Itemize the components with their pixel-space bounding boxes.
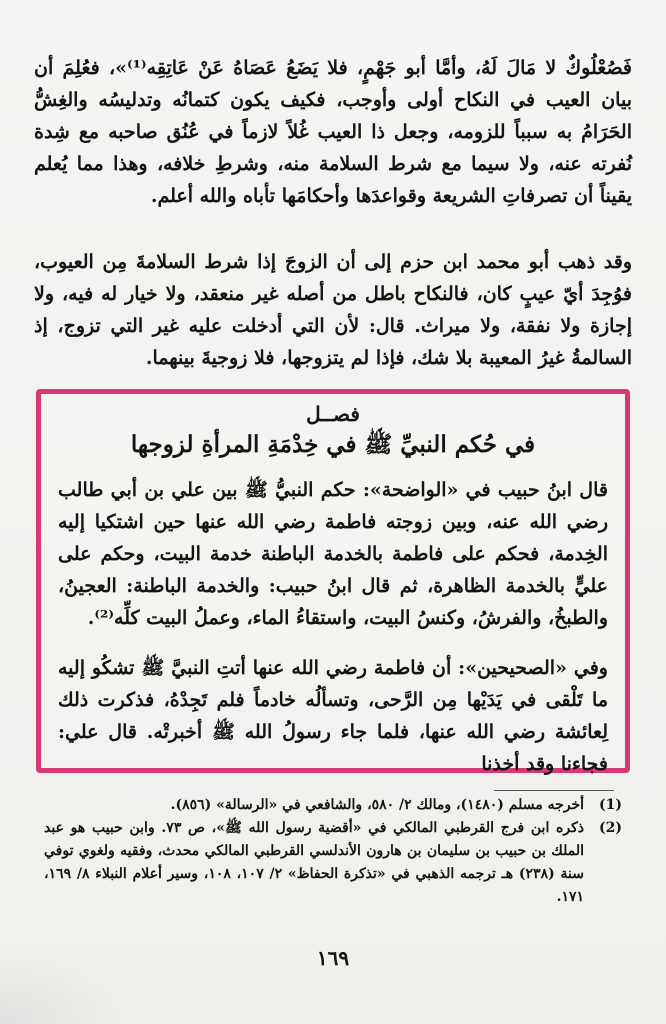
page-corner-shadow	[0, 944, 140, 1024]
paragraph-4: وفي «الصحيحين»: أن فاطمة رضي الله عنها أتتِ النبيَّ ﷺ تشكُو إليه ما تَلْقى في يَدَيْها مِن الرَّحى، وتسألُه خادماً فلم تَجِدْهُ، فذكرت ذلك لِعائشة رضي الله عنها، فلما جاء رسولُ الله ﷺ أخبرتْه. قال علي: فجاءنا وقد أخذنا	[58, 657, 608, 775]
footnote-number: (1)	[599, 797, 622, 813]
section-title: في حُكم النبيِّ ﷺ في خِدْمَةِ المرأةِ لزوجها	[130, 431, 536, 458]
footnote-text: أخرجه مسلم (١٤٨٠)، ومالك ٢/ ٥٨٠، والشافعي في «الرسالة» (٨٥٦).	[170, 797, 584, 813]
paragraph-2: وقد ذهب أبو محمد ابن حزم إلى أن الزوجَ إذا شرط السلامةَ مِن العيوب، فوُجِدَ أيّ عيبٍ كان، فالنكاح باطل من أصله غير منعقد، ولا خيار له فيه، ولا إجازة ولا نفقة، ولا ميراث. قال: لأن التي أدخلت عليه غير التي تزوج، إذ السالمةُ غيرُ المعيبة بلا شك، فإذا لم يتزوجها، فلا زوجيةَ بينهما.	[34, 251, 632, 369]
paragraph-3: قال ابنُ حبيب في «الواضحة»: حكم النبيُّ ﷺ بين علي بن أبي طالب رضي الله عنه، وبين زوجته فاطمة رضي الله عنها حين اشتكيا إليه الخِدمة، فحكم على فاطمة بالخدمة الباطنة خدمة البيت، وحكم على عليٍّ بالخدمة الظاهرة، ثم قال ابنُ حبيب: والخدمة الباطنة: العجينُ، والطبخُ، والفرشُ، وكنسُ البيت، واستقاءُ الماء، وعملُ البيت كلِّه⁽²⁾.	[58, 479, 608, 629]
footnote-item	[44, 817, 622, 909]
page-number: ١٦٩	[316, 946, 350, 970]
section-label: فصــل	[306, 402, 360, 426]
footnote-number: (2)	[599, 820, 622, 836]
footnote-item	[44, 794, 622, 817]
footnotes	[44, 794, 622, 909]
footnote-text: ذكره ابن فرج القرطبي المالكي في «أقضية رسول الله ﷺ»، ص ٧٣. وابن حبيب هو عبد الملك بن حبيب بن سليمان بن هارون الأندلسي القرطبي المالكي محدث، وفقيه ولغوي توفي سنة (٢٣٨) هـ ترجمه الذهبي في «تذكرة الحفاظ» ٢/ ١٠٧، ١٠٨، وسير أعلام النبلاء ٨/ ١٦٩، ١٧١.	[44, 820, 584, 905]
footnote-divider	[494, 790, 614, 791]
paragraph-1: فَصُعْلُوكٌ لا مَالَ لَهُ، وأمَّا أبو جَهْمٍ، فلا يَضَعُ عَصَاهُ عَنْ عَاتِقِه⁽¹⁾»، فعُلِمَ أن بيان العيب في النكاح أولى وأوجب، فكيف يكون كتمانُه وتدليسُه والغِشُّ الحَرَامُ به سبباً للزومه، وجعل ذا العيب غُلاً لازماً في عُنُق صاحبه مع شِدة نُفرته عنه، ولا سيما مع شرط السلامة منه، وشرطِ خلافه، وهذا مما يُعلم يقيناً أن تصرفاتِ الشريعة وقواعدَها وأحكامَها تأباه والله أعلم.	[34, 57, 633, 207]
